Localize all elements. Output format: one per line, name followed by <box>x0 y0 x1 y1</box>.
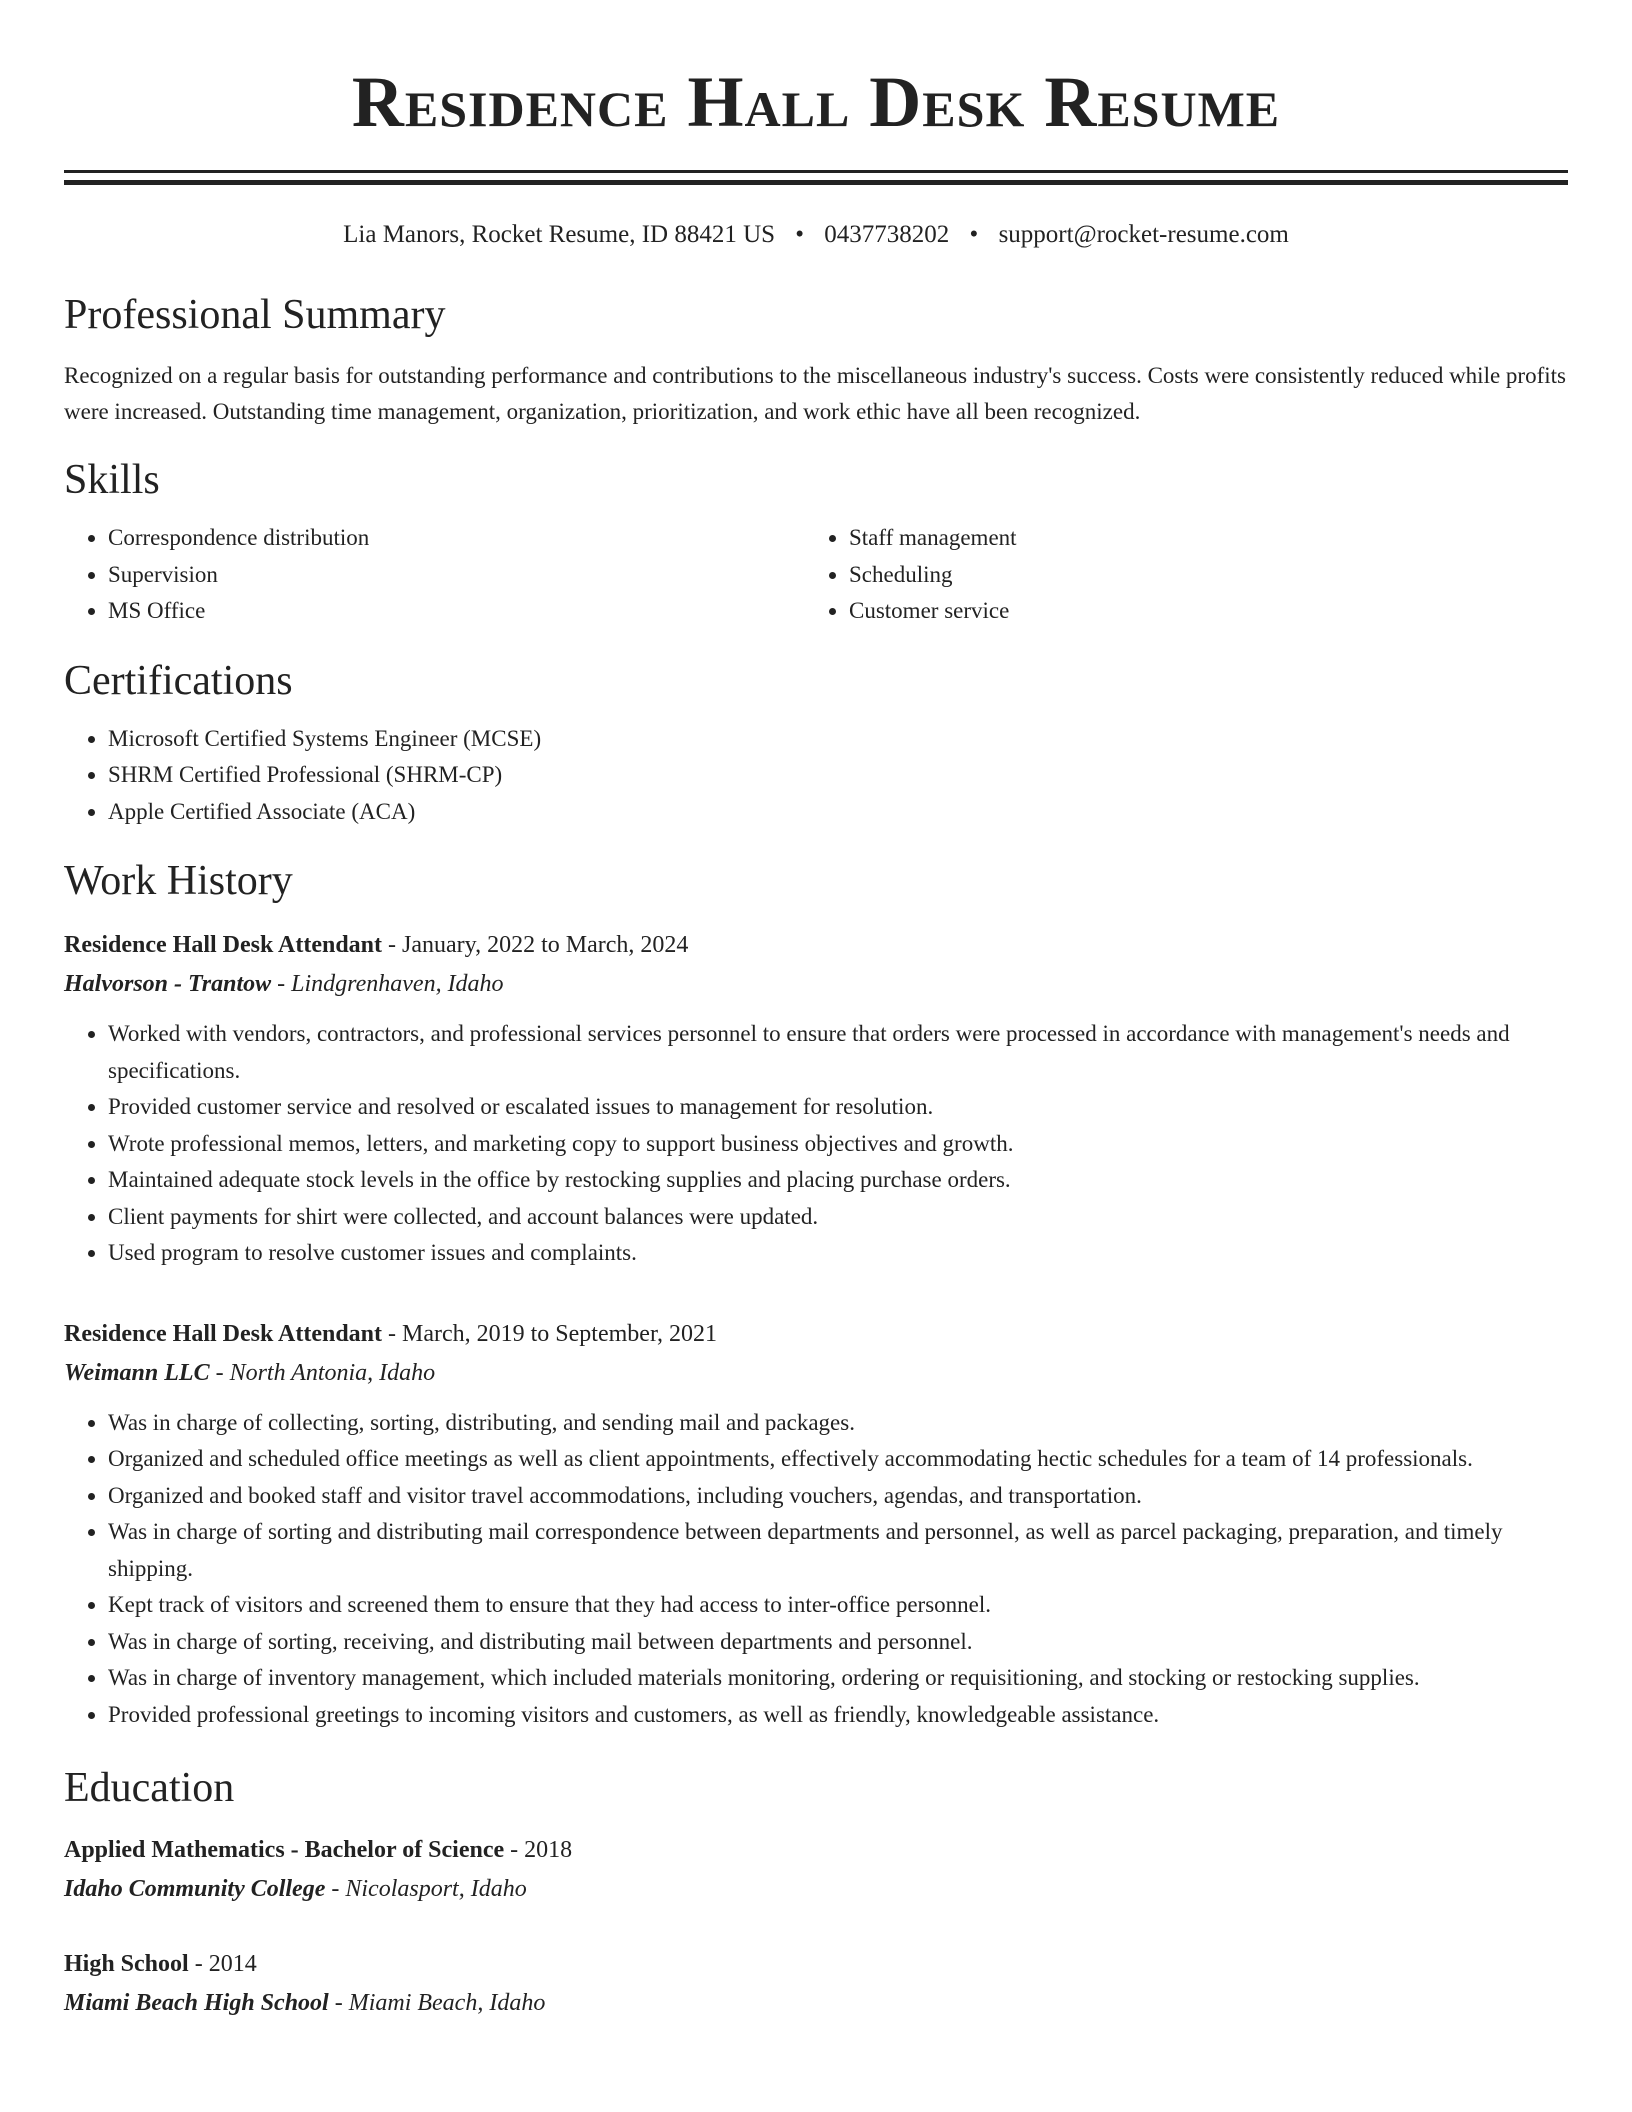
education-location: Nicolasport, Idaho <box>345 1876 527 1902</box>
contact-separator: • <box>969 221 979 248</box>
education-year: 2018 <box>524 1837 573 1863</box>
job-entry <box>64 1314 1568 1734</box>
education-degree-line <box>64 1944 1568 1984</box>
job-entry <box>64 925 1568 1272</box>
certification-item: • Microsoft Certified Systems Engineer (MCSE) <box>108 721 1568 758</box>
skill-item: • Customer service <box>849 593 1568 630</box>
certification-item: • Apple Certified Associate (ACA) <box>108 794 1568 831</box>
skill-item: • Correspondence distribution <box>108 520 805 557</box>
job-bullet: • Was in charge of inventory management, which included materials monitoring, ordering or requisitioning, and stocking or restocking supplies. <box>108 1660 1568 1697</box>
job-bullet: • Worked with vendors, contractors, and professional services personnel to ensure that orders were processed in accordance with management's needs and specifications. <box>108 1016 1568 1089</box>
dash: - <box>334 1990 343 2016</box>
job-bullet: • Provided customer service and resolved or escalated issues to management for resolution. <box>108 1089 1568 1126</box>
contact-phone[interactable]: 0437738202 <box>824 221 950 248</box>
contact-address: Lia Manors, Rocket Resume, ID 88421 US <box>343 221 776 248</box>
education-year: 2014 <box>208 1951 257 1977</box>
job-bullet: • Was in charge of sorting and distributing mail correspondence between departments and personnel, as well as parcel packaging, preparation, and timely shipping. <box>108 1514 1568 1587</box>
title-divider-top <box>64 170 1568 173</box>
job-bullets <box>64 1016 1568 1272</box>
job-bullet: • Client payments for shirt were collected, and account balances were updated. <box>108 1199 1568 1236</box>
job-role: Residence Hall Desk Attendant <box>64 1320 382 1347</box>
education-entry <box>64 1944 1568 2022</box>
skill-item: • Scheduling <box>849 557 1568 594</box>
contact-separator: • <box>795 221 805 248</box>
education-school-line <box>64 1984 1568 2022</box>
job-bullet: • Provided professional greetings to incoming visitors and customers, as well as friendly, knowledgeable assistance. <box>108 1697 1568 1734</box>
education-heading: Education <box>64 1765 235 1811</box>
dash: - <box>388 1320 396 1347</box>
dash: - <box>510 1837 519 1863</box>
skill-item: • Supervision <box>108 557 805 594</box>
summary-text: Recognized on a regular basis for outstanding performance and contributions to the miscellaneous industry's success. Costs were consistently reduced while profits were increased. Outstanding time management, organization, prioritization, and work ethic have all been recognized. <box>64 363 1566 424</box>
contact-line <box>64 219 1568 251</box>
education-school-line <box>64 1870 1568 1908</box>
certification-item: • SHRM Certified Professional (SHRM-CP) <box>108 757 1568 794</box>
skills-grid <box>64 520 1568 630</box>
skill-item: • Staff management <box>849 520 1568 557</box>
dash: - <box>194 1951 203 1977</box>
job-company-line <box>64 965 1568 1003</box>
education-location: Miami Beach, Idaho <box>348 1990 546 2016</box>
work-history-heading: Work History <box>64 858 293 904</box>
job-role: Residence Hall Desk Attendant <box>64 932 382 958</box>
skills-heading: Skills <box>64 457 160 503</box>
job-company: Halvorson - Trantow <box>64 971 272 997</box>
job-bullet: • Maintained adequate stock levels in the office by restocking supplies and placing purchase orders. <box>108 1162 1568 1199</box>
dash: - <box>388 932 396 958</box>
job-company: Weimann LLC <box>64 1359 210 1386</box>
dash: - <box>331 1876 340 1902</box>
job-bullet: • Organized and booked staff and visitor travel accommodations, including vouchers, agendas, and transportation. <box>108 1478 1568 1515</box>
job-bullet: • Kept track of visitors and screened them to ensure that they had access to inter-office personnel. <box>108 1587 1568 1624</box>
education-degree: Applied Mathematics - Bachelor of Science <box>64 1837 505 1863</box>
skill-item: • MS Office <box>108 593 805 630</box>
certifications-list <box>64 721 1568 831</box>
certifications-section <box>64 655 1568 831</box>
dash: - <box>277 971 286 997</box>
education-degree-line <box>64 1830 1568 1870</box>
job-company-line <box>64 1354 1568 1392</box>
skills-list-right <box>805 520 1568 630</box>
title-divider-bottom <box>64 180 1568 185</box>
professional-summary-section <box>64 289 1568 430</box>
skills-section <box>64 454 1568 630</box>
education-section <box>64 1762 1568 2022</box>
skills-list-left <box>64 520 805 630</box>
education-degree: High School <box>64 1951 189 1977</box>
work-history-section <box>64 855 1568 1733</box>
job-bullet: • Was in charge of collecting, sorting, distributing, and sending mail and packages. <box>108 1405 1568 1442</box>
job-bullet: • Organized and scheduled office meetings as well as client appointments, effectively accommodating hectic schedules for a team of 14 professionals. <box>108 1441 1568 1478</box>
resume-title: Residence Hall Desk Resume <box>351 62 1281 142</box>
education-school: Miami Beach High School <box>64 1990 329 2016</box>
certifications-heading: Certifications <box>64 657 293 704</box>
job-title-line <box>64 1314 1568 1354</box>
job-dates: January, 2022 to March, 2024 <box>402 932 689 958</box>
job-bullet: • Wrote professional memos, letters, and marketing copy to support business objectives and growth. <box>108 1126 1568 1163</box>
job-bullet: • Used program to resolve customer issues and complaints. <box>108 1235 1568 1272</box>
dash: - <box>215 1359 224 1386</box>
contact-email[interactable]: support@rocket-resume.com <box>998 221 1289 248</box>
job-location: Lindgrenhaven, Idaho <box>291 971 504 997</box>
education-school: Idaho Community College <box>64 1876 326 1902</box>
job-location: North Antonia, Idaho <box>229 1359 436 1386</box>
job-bullets <box>64 1405 1568 1734</box>
job-bullet: • Was in charge of sorting, receiving, and distributing mail between departments and personnel. <box>108 1624 1568 1661</box>
job-dates: March, 2019 to September, 2021 <box>402 1320 717 1347</box>
summary-heading: Professional Summary <box>64 292 446 338</box>
education-entry <box>64 1830 1568 1908</box>
job-title-line <box>64 925 1568 965</box>
